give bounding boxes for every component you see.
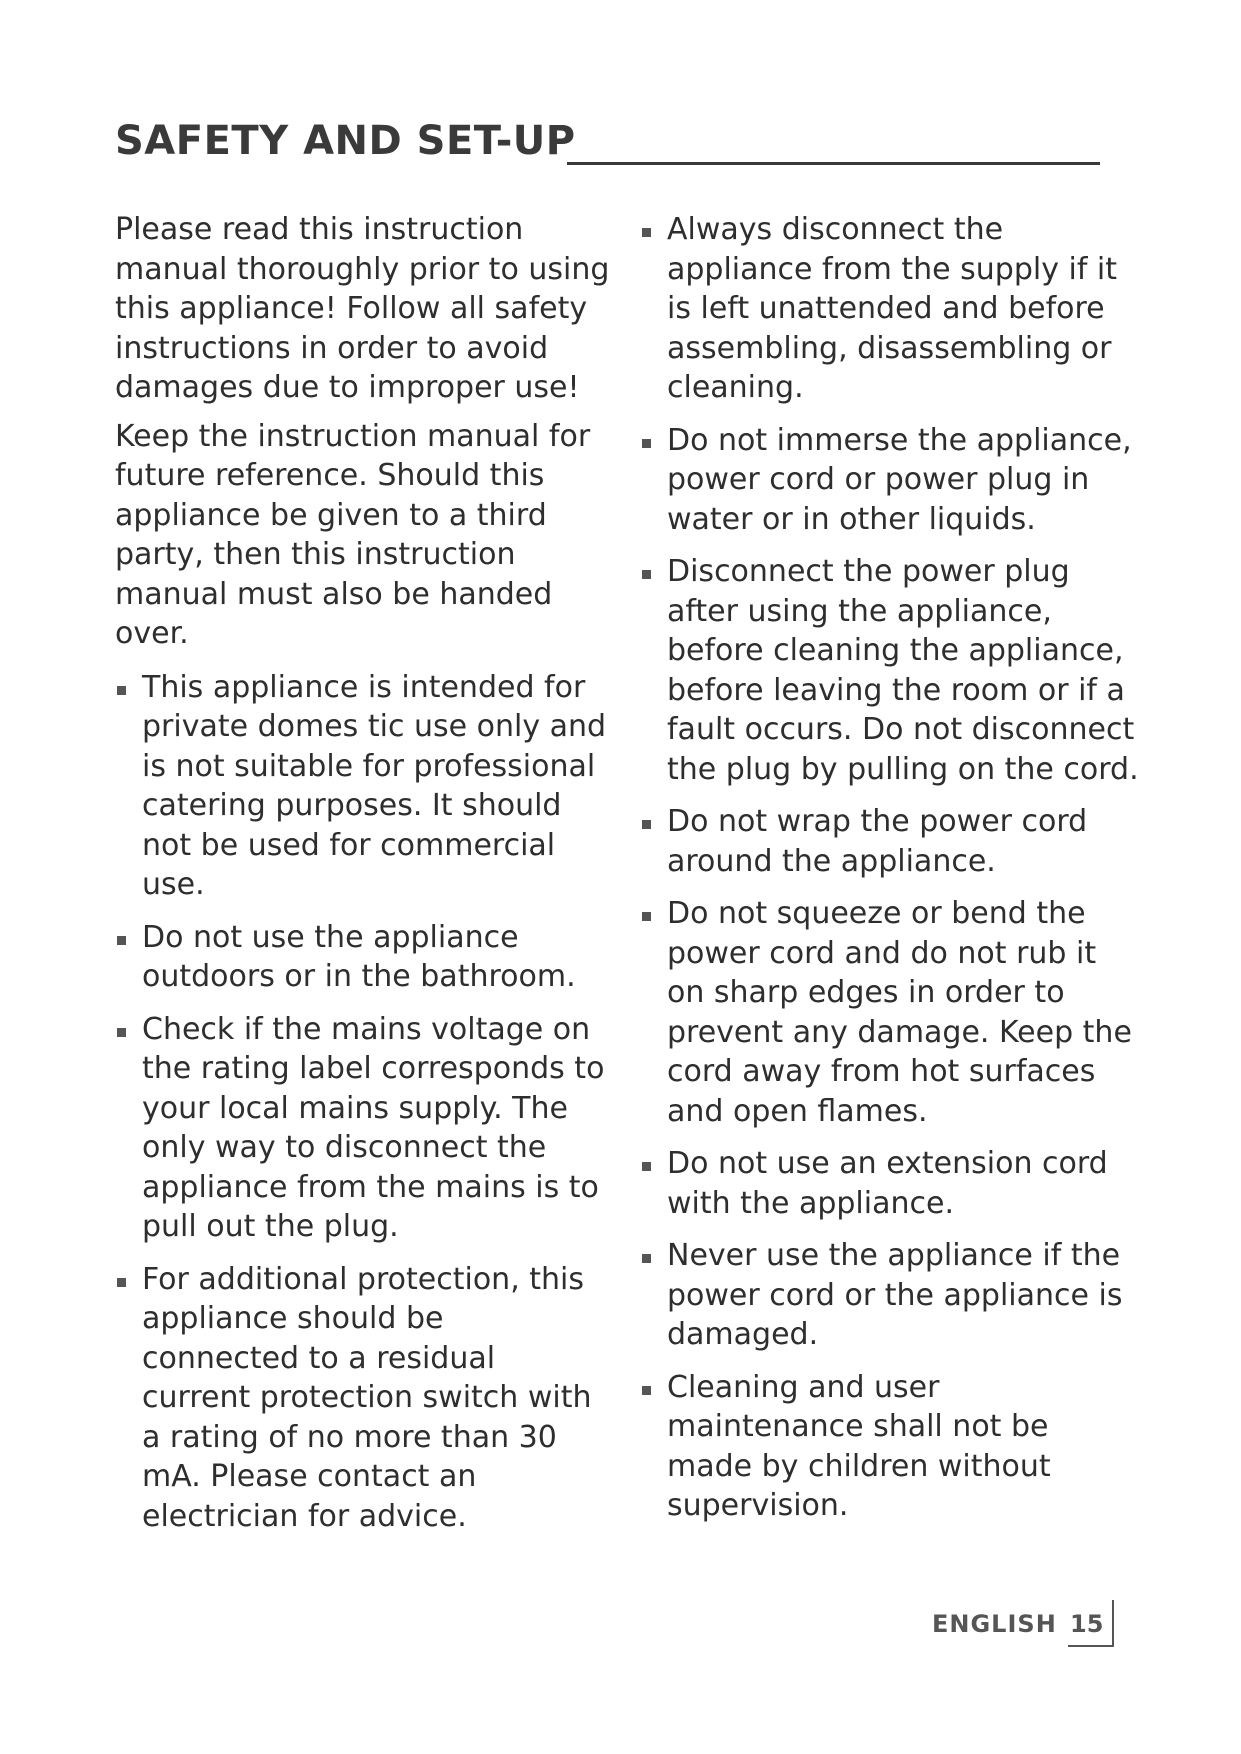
header-rule [567, 162, 1100, 165]
right-column [640, 210, 1140, 1539]
page-number-frame [1112, 1600, 1114, 1646]
bullet-text: For additional protection, this appliance should be connected to a residual current protection switch with a rating of no more than 30 mA. Please contact an electrician for advice. [142, 1261, 592, 1534]
bullet-text: Do not use the appliance outdoors or in the bathroom. [142, 919, 576, 994]
safety-bullet [640, 1144, 1140, 1223]
page-number-frame-underline [1068, 1645, 1114, 1647]
bullet-text: This appliance is intended for private domes tic use only and is not suitable for professional catering purposes. It should not be used for commercial use. [142, 669, 607, 902]
square-bullet-icon [642, 439, 651, 448]
square-bullet-icon [642, 228, 651, 237]
safety-bullet [640, 1368, 1140, 1526]
bullet-text: Cleaning and user maintenance shall not be made by children without supervision. [667, 1369, 1051, 1523]
square-bullet-icon [117, 686, 126, 695]
bullet-text: Do not immerse the appliance, power cord or power plug in water or in other liquids. [667, 422, 1132, 537]
page-footer [920, 1600, 1120, 1650]
bullet-text: Never use the appliance if the power cord or the appliance is damaged. [667, 1238, 1123, 1352]
bullet-text: Check if the mains voltage on the rating label corresponds to your local mains supply. The only way to disconnect the appliance from the mains is to pull out the plug. [142, 1011, 605, 1244]
page-header [115, 118, 1100, 168]
square-bullet-icon [642, 1162, 651, 1171]
safety-bullet [640, 210, 1140, 408]
square-bullet-icon [642, 1254, 651, 1263]
square-bullet-icon [117, 936, 126, 945]
safety-bullet [640, 1236, 1140, 1355]
square-bullet-icon [642, 912, 651, 921]
left-column [115, 210, 610, 1549]
safety-bullet [640, 894, 1140, 1131]
safety-bullet [640, 421, 1140, 540]
safety-bullet [115, 1260, 610, 1537]
safety-bullet [640, 802, 1140, 881]
safety-bullet [640, 552, 1140, 789]
intro-paragraph: Please read this instruction manual thoroughly prior to using this appliance! Follow all safety instructions in order to avoid damages due to improper use! [115, 212, 610, 405]
page-title: SAFETY AND SET-UP [115, 118, 576, 164]
square-bullet-icon [642, 1386, 651, 1395]
bullet-text: Disconnect the power plug after using the appliance, before cleaning the appliance, before leaving the room or if a fault occurs. Do not disconnect the plug by pulling on the cord. [667, 554, 1139, 787]
safety-bullet [115, 918, 610, 997]
square-bullet-icon [117, 1278, 126, 1287]
square-bullet-icon [642, 570, 651, 579]
bullet-text: Do not wrap the power cord around the appliance. [667, 804, 1088, 879]
safety-bullet [115, 668, 610, 905]
square-bullet-icon [642, 820, 651, 829]
intro-paragraph: Keep the instruction manual for future reference. Should this appliance be given to a third party, then this instruction manual must also be handed over. [115, 418, 591, 651]
bullet-text: Do not squeeze or bend the power cord and do not rub it on sharp edges in order to prevent any damage. Keep the cord away from hot surfaces and open flames. [667, 896, 1132, 1129]
bullet-text: Always disconnect the appliance from the supply if it is left unattended and before assembling, disassembling or cleaning. [667, 212, 1118, 405]
footer-language: ENGLISH [932, 1610, 1057, 1638]
page-number: 15 [1070, 1610, 1104, 1638]
safety-bullet [115, 1010, 610, 1247]
square-bullet-icon [117, 1028, 126, 1037]
bullet-text: Do not use an extension cord with the appliance. [667, 1146, 1108, 1221]
